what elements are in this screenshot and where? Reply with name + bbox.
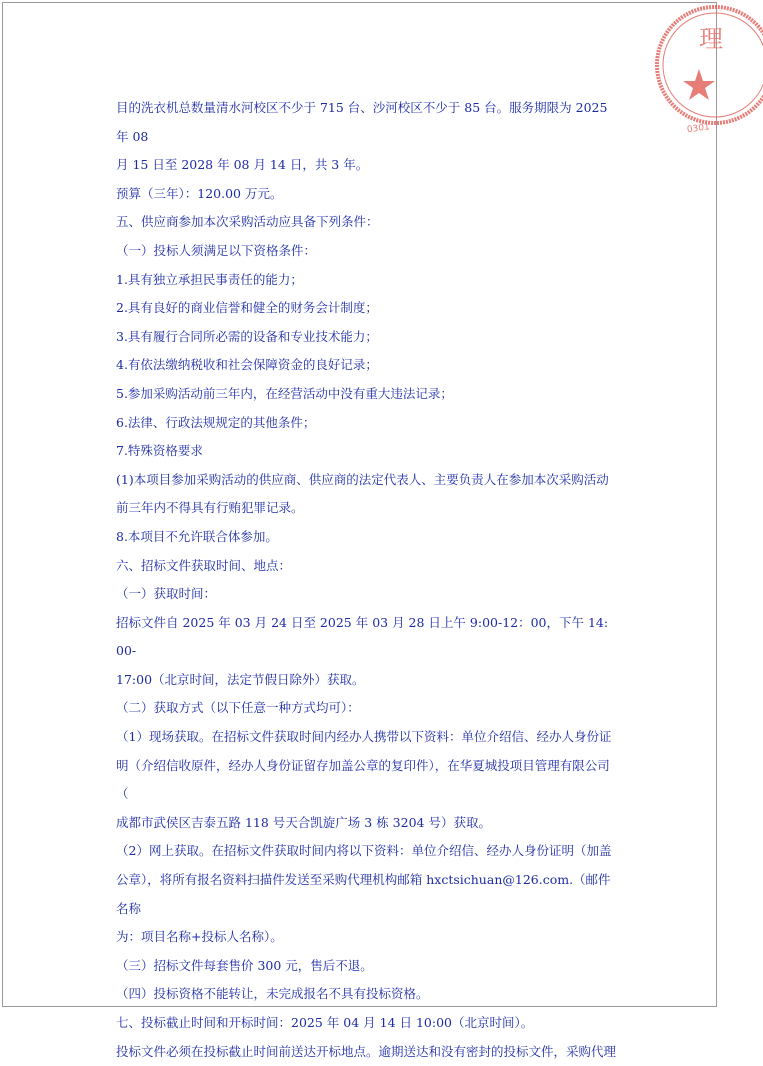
subsection-heading: （一）投标人须满足以下资格条件： xyxy=(116,242,317,258)
official-seal-icon xyxy=(653,0,763,145)
budget-line: 预算（三年）：120.00 万元。 xyxy=(116,185,283,201)
doc-line: 前三年内不得具有行贿犯罪记录。 xyxy=(116,500,304,516)
list-item: 8.本项目不允许联合体参加。 xyxy=(116,528,278,544)
subsection-heading: （四）投标资格不能转让，未完成报名不具有投标资格。 xyxy=(116,986,429,1002)
doc-line: 为：项目名称+投标人名称）。 xyxy=(116,929,283,945)
section-heading: 六、招标文件获取时间、地点： xyxy=(116,557,292,573)
doc-line: 招标文件自 2025 年 03 月 24 日至 2025 年 03 月 28 日上午 9:00-12：00，下午 14:00- xyxy=(116,614,609,659)
seal-star-icon xyxy=(683,69,715,100)
list-item: 3.具有履行合同所必需的设备和专业技术能力； xyxy=(116,328,378,344)
section-heading: 七、投标截止时间和开标时间：2025 年 04 月 14 日 10:00（北京时间）。 xyxy=(116,1015,534,1030)
section-heading: 五、供应商参加本次采购活动应具备下列条件： xyxy=(116,214,379,230)
list-item: 6.法律、行政法规规定的其他条件； xyxy=(116,414,316,430)
doc-line: 投标文件必须在投标截止时间前送达开标地点。逾期送达和没有密封的投标文件，采购代理 xyxy=(116,1043,617,1059)
seal-edge-digits: 0301 xyxy=(686,122,711,136)
doc-line: 17:00（北京时间，法定节假日除外）获取。 xyxy=(116,671,365,687)
list-item: 5.参加采购活动前三年内，在经营活动中没有重大违法记录； xyxy=(116,385,453,401)
subsection-heading: （三）招标文件每套售价 300 元，售后不退。 xyxy=(116,957,373,973)
doc-line: （2）网上获取。在招标文件获取时间内将以下资料：单位介绍信、经办人身份证明（加盖 xyxy=(116,843,612,859)
document-page xyxy=(2,2,723,1059)
document-body xyxy=(116,94,616,1066)
list-item: 7.特殊资格要求 xyxy=(116,443,203,459)
list-item: 1.具有独立承担民事责任的能力； xyxy=(116,271,303,287)
subsection-heading: （二）获取方式（以下任意一种方式均可）： xyxy=(116,700,360,716)
doc-line: 明（介绍信收原件，经办人身份证留存加盖公章的复印件），在华夏城投项目管理有限公司（ xyxy=(116,757,610,802)
list-item: 4.有依法缴纳税收和社会保障资金的良好记录； xyxy=(116,357,378,373)
doc-line: 月 15 日至 2028 年 08 月 14 日，共 3 年。 xyxy=(116,157,369,173)
doc-line: 公章），将所有报名资料扫描件发送至采购代理机构邮箱 hxctsichuan@126.com.（邮件名称 xyxy=(116,872,611,916)
doc-line: 目的洗衣机总数量清水河校区不少于 715 台、沙河校区不少于 85 台。服务期限为 2025 年 08 xyxy=(116,100,608,144)
doc-line: 成都市武侯区吉泰五路 118 号天合凯旋广场 3 栋 3204 号）获取。 xyxy=(116,814,491,830)
doc-line: (1)本项目参加采购活动的供应商、供应商的法定代表人、主要负责人在参加本次采购活动 xyxy=(116,471,609,487)
subsection-heading: （一）获取时间： xyxy=(116,586,217,602)
list-item: 2.具有良好的商业信誉和健全的财务会计制度； xyxy=(116,300,378,316)
seal-text: 理 xyxy=(699,25,723,53)
doc-line: （1）现场获取。在招标文件获取时间内经办人携带以下资料：单位介绍信、经办人身份证 xyxy=(116,729,612,745)
